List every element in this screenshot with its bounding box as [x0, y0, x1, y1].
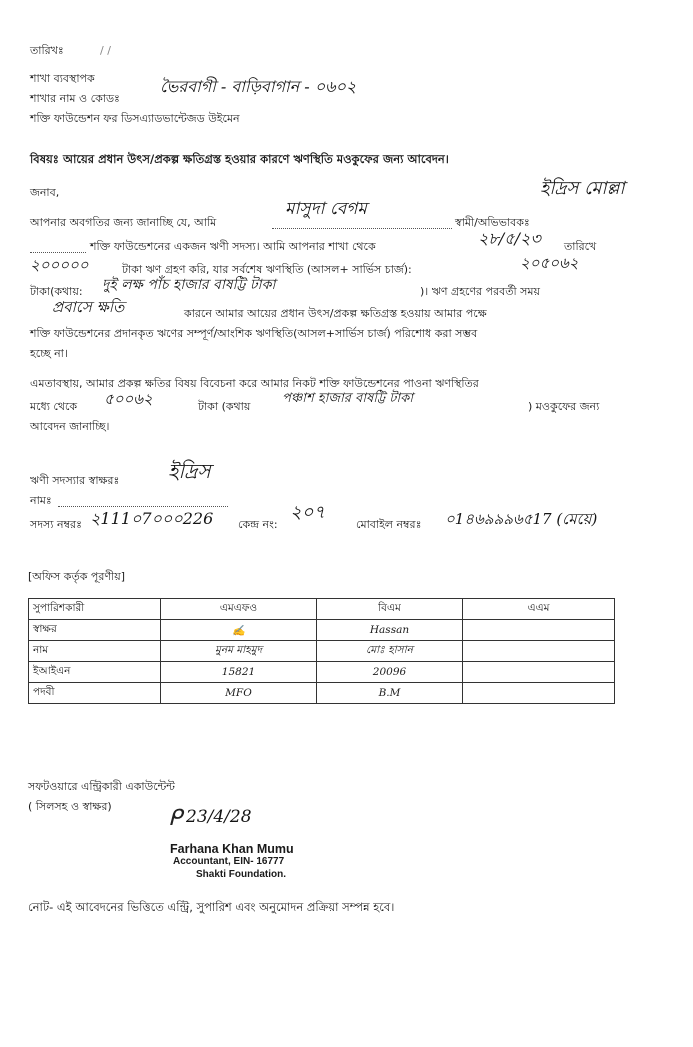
table-header-row	[29, 599, 615, 620]
accountant-initial: ᑭ	[168, 806, 182, 831]
body-text: )। ঋণ গ্রহণের পরবর্তী সময়	[420, 285, 540, 298]
member-name-handwritten: মাসুদা বেগম	[285, 199, 367, 219]
accountant-label: সফটওয়ারে এন্ট্রিকারী একাউন্টেন্ট	[28, 780, 175, 793]
am-cell	[463, 683, 615, 704]
am-cell	[463, 620, 615, 641]
header-cell: বিএম	[317, 599, 463, 620]
loan-date-handwritten: ২৮/৫/২৩	[478, 229, 541, 248]
member-signature-label: ঋণী সদস্যার স্বাক্ষরঃ	[30, 474, 120, 487]
kendra-handwritten: ২০৭	[290, 502, 326, 523]
mfo-name: মুনম মাহমুদ	[161, 641, 317, 662]
date-slashes: / /	[100, 44, 111, 57]
organization-line: শক্তি ফাউন্ডেশন ফর ডিসএ্যাডভান্টেজড উইমেন	[30, 112, 240, 125]
body-text: টাকা ঋণ গ্রহণ করি, যার সর্বশেষ ঋণস্থিতি (আসল+ সার্ভিস চার্জ):	[122, 263, 412, 276]
header-cell: সুপারিশকারী	[29, 599, 161, 620]
bm-name: মোঃ হাসান	[317, 641, 463, 662]
row-label: স্বাক্ষর	[29, 620, 161, 641]
stamp-title: Accountant, EIN- 16777	[173, 856, 285, 867]
branch-handwritten: ভৈরবাগী - বাড়িবাগান - ০৬০২	[160, 77, 357, 96]
salutation: জনাব,	[30, 186, 60, 199]
header-cell: এএম	[463, 599, 615, 620]
mobile-label: মোবাইল নম্বরঃ	[356, 518, 422, 531]
body-text: টাকা(কথায়:	[30, 285, 83, 298]
addressee-line: শাখা ব্যবস্থাপক	[30, 72, 95, 85]
bm-designation: B.M	[317, 683, 463, 704]
accountant-seal-label: ( সিলসহ ও স্বাক্ষর)	[28, 800, 112, 813]
body-text: আবেদন জানাচ্ছি।	[30, 420, 110, 433]
waive-amount-handwritten: ৫০০৬২	[104, 390, 153, 408]
subject-line: বিষয়ঃ আয়ের প্রধান উৎস/প্রকল্প ক্ষতিগ্রস্ত হওয়ার কারণে ঋণস্থিতি মওকুফের জন্য আবেদন।	[30, 152, 449, 166]
branch-label: শাখার নাম ও কোডঃ	[30, 92, 120, 105]
dotted-line	[58, 506, 228, 507]
body-text: শক্তি ফাউন্ডেশনের একজন ঋণী সদস্য। আমি আপনার শাখা থেকে	[90, 240, 376, 253]
dotted-line	[272, 228, 452, 229]
body-text: ) মওকুফের জন্য	[528, 400, 600, 413]
mfo-designation: MFO	[161, 683, 317, 704]
office-section-title: [অফিস কর্তৃক পূরণীয়]	[28, 570, 125, 583]
footer-note: নোট- এই আবেদনের ভিত্তিতে এন্ট্রি, সুপারিশ এবং অনুমোদন প্রক্রিয়া সম্পন্ন হবে।	[28, 900, 395, 914]
kendra-label: কেন্দ্র নং:	[238, 518, 278, 531]
accountant-sign-date: 23/4/28	[186, 807, 252, 827]
office-table	[28, 598, 615, 704]
body-text: এমতাবস্থায়, আমার প্রকল্প ক্ষতির বিষয় বিবেচনা করে আমার নিকট শক্তি ফাউন্ডেশনের পাওনা ঋণস্থিতির	[30, 377, 479, 390]
row-label: নাম	[29, 641, 161, 662]
table-row	[29, 683, 615, 704]
balance-words-handwritten: দুই লক্ষ পাঁচ হাজার বাষট্টি টাকা	[102, 277, 276, 293]
body-text: মধ্যে থেকে	[30, 400, 78, 413]
mfo-signature: ✍	[161, 620, 317, 641]
table-row	[29, 641, 615, 662]
member-number-handwritten: ২111০7০০০226	[90, 509, 214, 528]
waive-words-handwritten: পঞ্চাশ হাজার বাষট্টি টাকা	[282, 391, 414, 406]
body-text: স্বামী/অভিভাবকঃ	[455, 216, 530, 229]
guardian-handwritten: ইদ্রিস মোল্লা	[540, 178, 625, 199]
stamp-organization: Shakti Foundation.	[196, 869, 286, 880]
mfo-ein: 15821	[161, 662, 317, 683]
table-row	[29, 620, 615, 641]
dotted-line	[30, 252, 86, 253]
table-row	[29, 662, 615, 683]
am-cell	[463, 662, 615, 683]
body-text: তারিখে	[564, 240, 597, 253]
body-text: টাকা (কথায়	[198, 400, 251, 413]
header-cell: এমএফও	[161, 599, 317, 620]
member-number-label: সদস্য নম্বরঃ	[30, 518, 82, 531]
row-label: ইআইএন	[29, 662, 161, 683]
reason-handwritten: প্রবাসে ক্ষতি	[52, 298, 125, 316]
bm-ein: 20096	[317, 662, 463, 683]
mobile-handwritten: ০1৪৬৯৯৯৬৫17 (মেয়ে)	[445, 510, 598, 528]
body-text: কারনে আমার আয়ের প্রধান উৎস/প্রকল্প ক্ষতিগ্রস্ত হওয়ায় আমার পক্ষে	[184, 307, 487, 320]
member-signature: ইদ্রিস	[168, 459, 211, 483]
date-label: তারিখঃ	[30, 44, 64, 57]
row-label: পদবী	[29, 683, 161, 704]
body-text: শক্তি ফাউন্ডেশনের প্রদানকৃত ঋণের সম্পূর্ণ/আংশিক ঋণস্থিতি(আসল+সার্ভিস চার্জ) পরিশোধ করা সম্ভব	[30, 327, 478, 340]
stamp-name: Farhana Khan Mumu	[170, 842, 294, 856]
member-name-label: নামঃ	[30, 494, 52, 507]
body-text: আপনার অবগতির জন্য জানাচ্ছি যে, আমি	[30, 216, 217, 229]
bm-signature: Hassan	[317, 620, 463, 641]
loan-amount-handwritten: ২০০০০০	[30, 256, 89, 274]
body-text: হচ্ছে না।	[30, 347, 68, 360]
balance-handwritten: ২০৫০৬২	[520, 254, 579, 272]
am-cell	[463, 641, 615, 662]
